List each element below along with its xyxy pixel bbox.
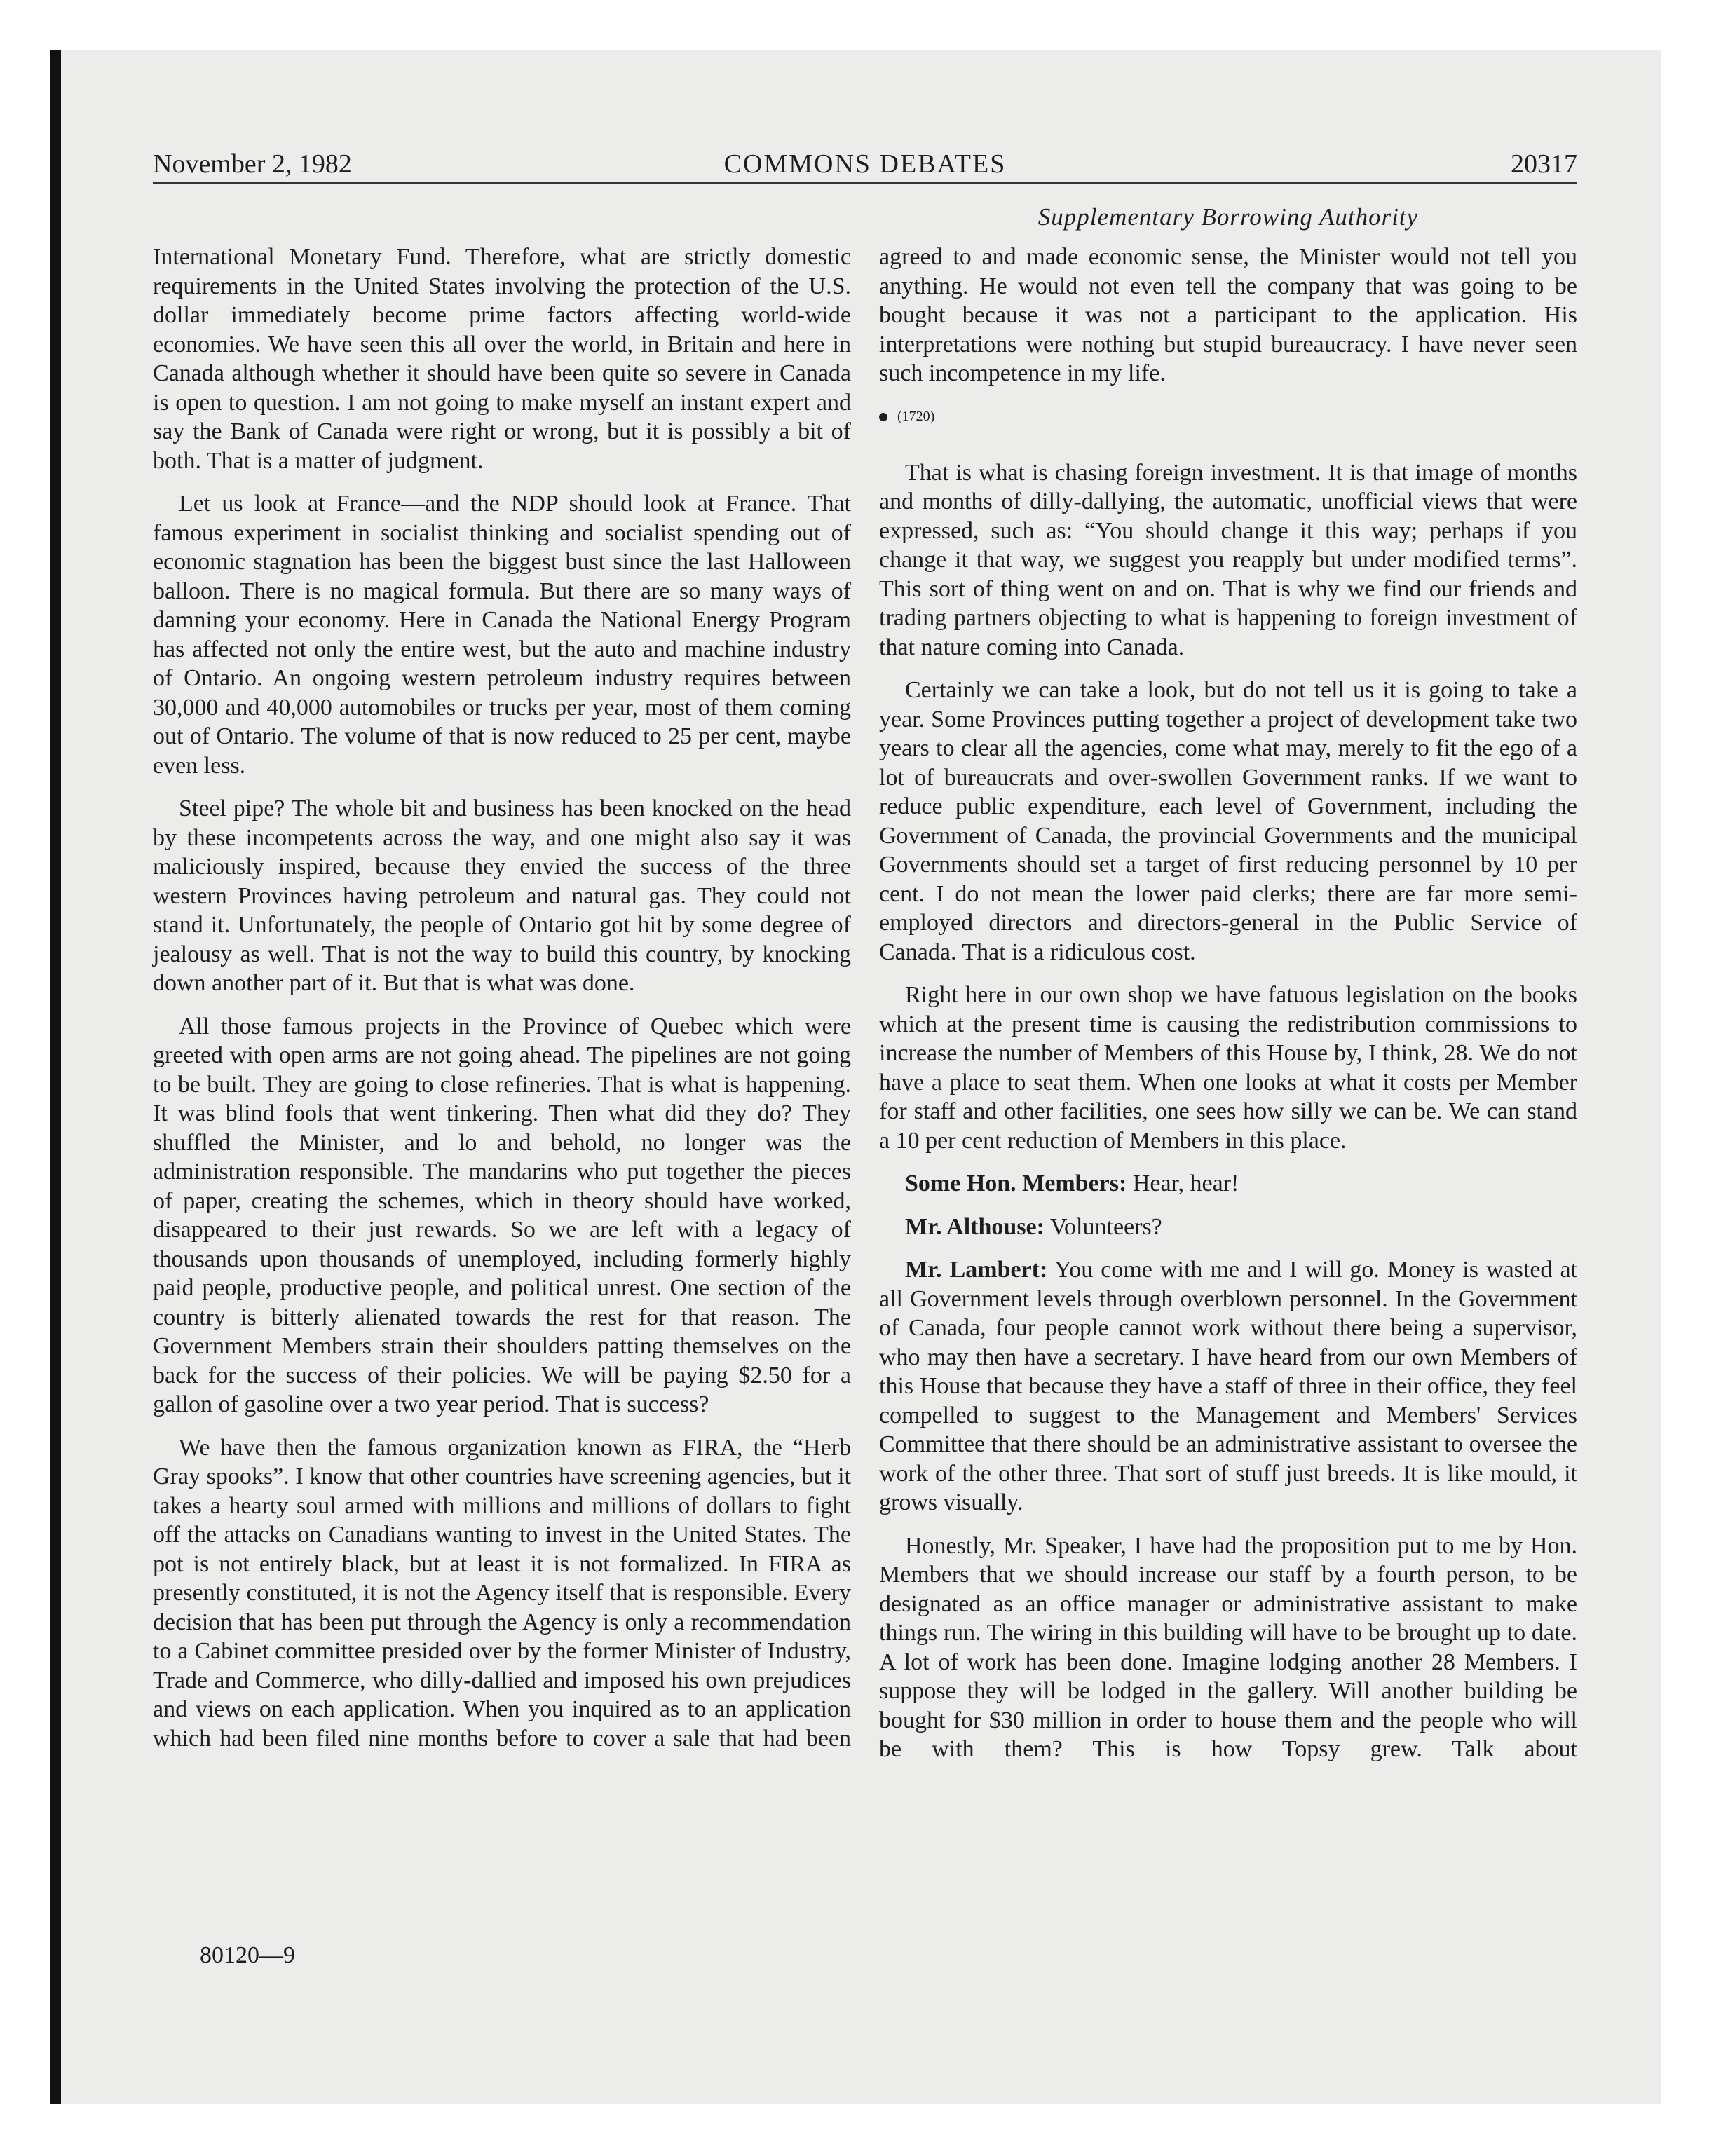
- paragraph: Let us look at France—and the NDP should look at France. That famous experiment in socialist thinking and socialist spending out of economic stagnation has been the biggest bust since the last Halloween balloon. There is no magical formula. But there are so many ways of damning your economy. Here in Canada the National Energy Program has affected not only the entire west, but the auto and machine industry of Ontario. An ongoing western petroleum industry requires between 30,000 and 40,000 automobiles or trucks per year, most of them coming out of Ontario. The volume of that is now reduced to 25 per cent, maybe even less.: [153, 491, 851, 779]
- header-page-number: 20317: [1511, 149, 1577, 179]
- paragraph: Certainly we can take a look, but do not tell us it is going to take a year. Some Provinces putting together a project of development take two years to clear all the agencies, come what may, merely to fit the ego of a lot of bureaucrats and over-swollen Government ranks. If we want to reduce public expenditure, each level of Government, including the Government of Canada, the provincial Governments and the municipal Governments should set a target of first reducing personnel by 10 per cent. I do not mean the lower paid clerks; there are far more semi-employed directors and directors-general in the Public Service of Canada. That is a ridiculous cost.: [879, 677, 1577, 965]
- section-heading: Supplementary Borrowing Authority: [1037, 203, 1419, 231]
- paragraph: All those famous projects in the Province of Quebec which were greeted with open arms are not going ahead. The pipelines are not going to be built. They are going to close refineries. That is what is happening. It was blind fools that went tinkering. Then what did they do? They shuffled the Minister, and lo and behold, no longer was the administration responsible. The mandarins who put together the pieces of paper, creating the schemes, which in theory should have worked, disappeared to their just rewards. So we are left with a legacy of thousands upon thousands of unemployed, including formerly highly paid people, productive people, and political unrest. One section of the country is bitterly alienated towards the rest for that reason. The Government Members strain their shoulders patting themselves on the back for the success of their policies. We will be paying $2.50 for a gallon of gasoline over a two year period. That is success?: [153, 1013, 851, 1417]
- speaker-name: Mr. Lambert:: [905, 1257, 1048, 1283]
- paragraph: Honestly, Mr. Speaker, I have had the proposition put to me by Hon. Members that we should increase our staff by a fourth person, to be designated as an office manager or administrative assistant to make things run. The wiring in this building will have to be brought up to date. A lot of work has been done. Imagine lodging another 28 Members. I suppose they will be lodged in the gallery. Will another building be bought for $30 million in order to house them and the people who will be with them? This is how Topsy grew. Talk about: [879, 1532, 1577, 1762]
- speaker-name: Some Hon. Members:: [905, 1171, 1127, 1196]
- speech: [879, 1255, 1577, 1517]
- header-date: November 2, 1982: [153, 149, 352, 179]
- speech-text: Hear, hear!: [1132, 1171, 1239, 1196]
- paragraph: Right here in our own shop we have fatuous legislation on the books which at the present time is causing the redistribution commissions to increase the number of Members of this House by, I think, 28. We do not have a place to seat them. When one looks at what it costs per Member for staff and other facilities, one sees how silly we can be. We can stand a 10 per cent reduction of Members in this place.: [879, 982, 1577, 1154]
- scan-edge-bar: [50, 50, 61, 2104]
- speech-text: You come with me and I will go. Money is wasted at all Government levels through overblown personnel. In the Government of Canada, four people cannot work without there being a supervisor, who may then have a secretary. I have heard from our own Members of this House that because they have a staff of three in their office, they feel compelled to suggest to the Management and Members' Services Committee that there should be an administrative assistant to oversee the work of the other three. That sort of stuff just breeds. It is like mould, it grows visually.: [879, 1257, 1577, 1515]
- paragraph: International Monetary Fund. Therefore, what are strictly domestic requirements in the United States involving the protection of the U.S. dollar immediately become prime factors affecting world-wide economies. We have seen this all over the world, in Britain and here in Canada although whether it should have been quite so severe in Canada is open to question. I am not going to make myself an instant expert and say the Bank of Canada were right or wrong, but it is possibly a bit of both. That is a matter of judgment.: [153, 244, 851, 474]
- speaker-name: Mr. Althouse:: [905, 1213, 1045, 1240]
- interjection: [879, 1213, 1577, 1242]
- paragraph: agreed to and made economic sense, the Minister would not tell you anything. He would not even tell the company that was going to be bought because it was not a participant to the application. His interpretations were nothing but stupid bureaucracy. I have never seen such incompetence in my life.: [879, 244, 1577, 386]
- speech-text: Volunteers?: [1049, 1213, 1162, 1240]
- paragraph: Steel pipe? The whole bit and business has been knocked on the head by these incompetents across the way, and one might also say it was maliciously inspired, because they envied the success of the three western Provinces having petroleum and natural gas. They could not stand it. Unfortunately, the people of Ontario got hit by some degree of jealousy as well. That is not the way to build this country, by knocking down another part of it. But that is what was done.: [153, 796, 851, 996]
- time-marker-text: (1720): [897, 408, 935, 424]
- right-column: [879, 243, 1577, 1778]
- left-column: [153, 243, 851, 1767]
- page-header: [153, 146, 1577, 184]
- interjection: [879, 1169, 1577, 1199]
- paragraph: That is what is chasing foreign investment. It is that image of months and months of dilly-dallying, the automatic, unofficial views that were expressed, such as: “You should change it this way; perhaps if you change it that way, we suggest you reapply but under modified terms”. This sort of thing went on and on. That is why we find our friends and trading partners objecting to what is happening to foreign investment of that nature coming into Canada.: [879, 459, 1577, 660]
- paragraph: We have then the famous organization known as FIRA, the “Herb Gray spooks”. I know that other countries have screening agencies, but it takes a hearty soul armed with millions and millions of dollars to fight off the attacks on Canadians wanting to invest in the United States. The pot is not entirely black, but at least it is not formalized. In FIRA as presently constituted, it is not the Agency itself that is responsible. Every decision that has been put through the Agency is only a recommendation to a Cabinet committee presided over by the former Minister of Industry, Trade and Commerce, who dilly-dallied and imposed his own prejudices and views on each application. When you inquired as to an application which had been filed nine months before to cover a sale that had been: [153, 1434, 851, 1752]
- bullet-icon: [879, 413, 887, 421]
- time-marker: [879, 402, 1577, 430]
- footer-code: 80120—9: [200, 1942, 295, 1968]
- header-title: COMMONS DEBATES: [723, 149, 1007, 179]
